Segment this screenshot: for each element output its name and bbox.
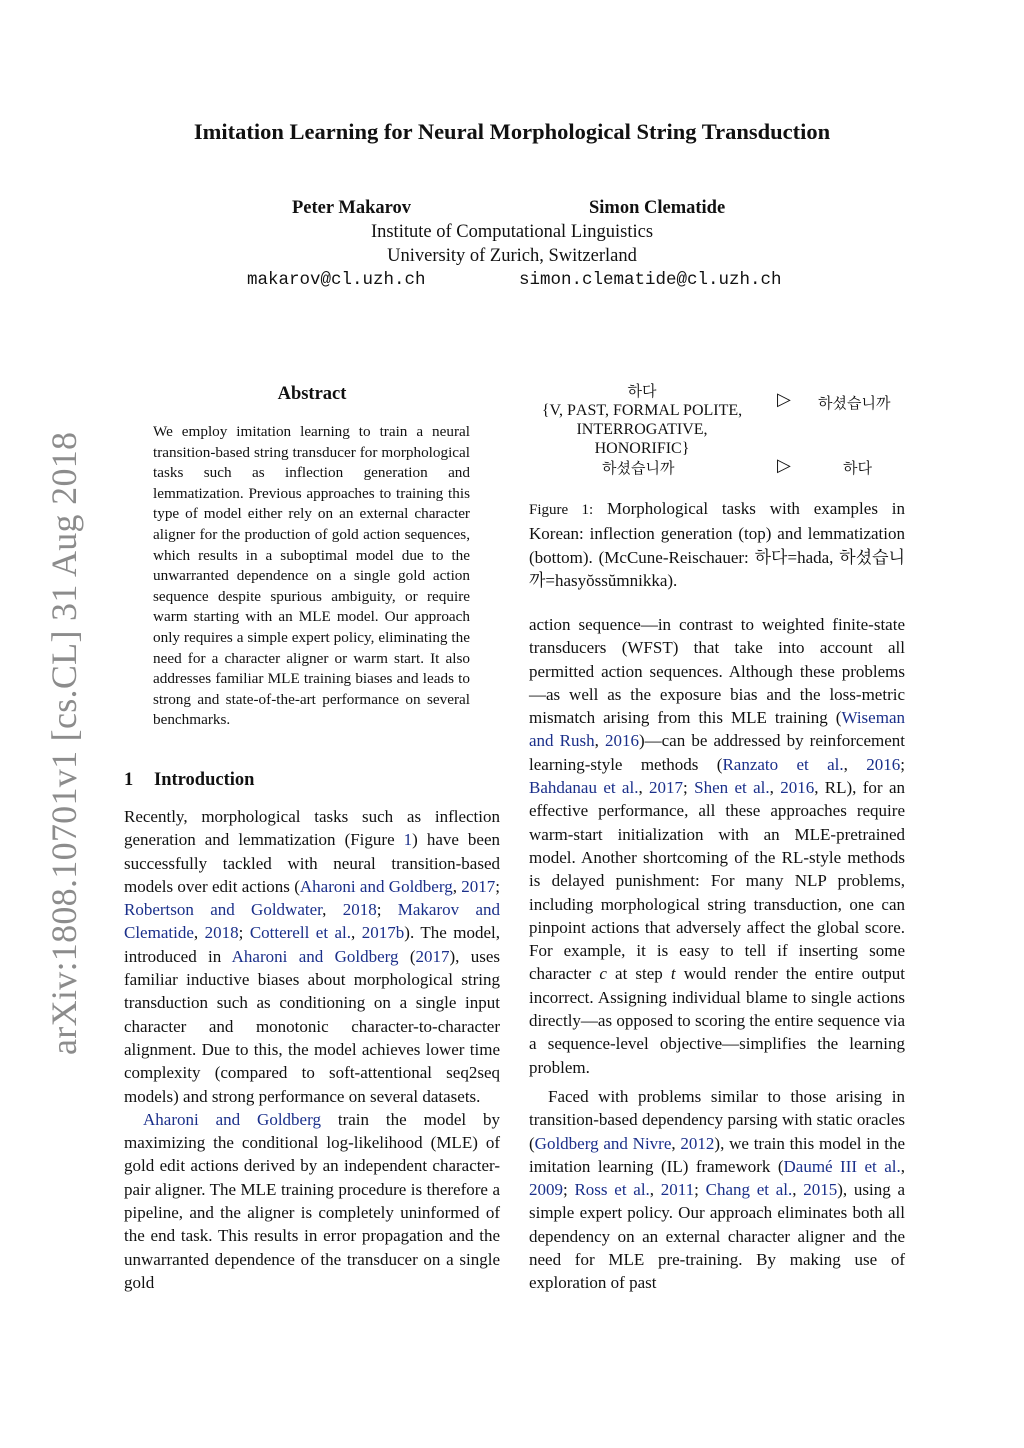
figure-row2-output: 하다 <box>843 459 872 477</box>
right-column-body <box>529 613 905 1295</box>
citation-year-link[interactable]: 2016 <box>866 754 901 774</box>
citation-link[interactable]: Ross et al. <box>574 1180 650 1200</box>
paragraph-intro-4: Faced with problems similar to those arising in transition-based dependency parsing with static oracles (Goldberg and Nivre, 2012), we train this model in the imitation learning (IL) framework (Daumé III et al., 2009; Ross et al., 2011; Chang et al., 2015), using a simple expert policy. Our approach eliminates both all dependency on an external character aligner and the need for MLE pre-training. By making use of exploration of past <box>529 1086 906 1293</box>
figure-caption-text: Morphological tasks with examples in Korean: inflection generation (top) and lemmatization (bottom). (McCune-Reischauer: 하다=hada, 하셨습니까=hasyŏssŭmnikka). <box>529 499 905 590</box>
figure-row1-output: 하셨습니까 <box>818 394 891 412</box>
section-number: 1 <box>124 770 134 790</box>
figure-row1-input <box>529 382 755 458</box>
abstract-text: We employ imitation learning to train a neural transition-based string transducer for morphological tasks such as inflection generation and lemmatization. Previous approaches to training this type of model either rely on an external character aligner for the production of gold action sequences, which results in a suboptimal model due to the unwarranted dependence on a single gold action sequence despite spurious ambiguity, or require warm starting with an MLE model. Our approach only requires a simple expert policy, eliminating the need for a character aligner or warm start. It also addresses familiar MLE training biases and leads to strong and state-of-the-art performance on several benchmarks. <box>153 423 470 729</box>
figure-row2-input: 하셨습니까 <box>602 459 675 477</box>
citation-year-link[interactable]: 2017b <box>361 923 405 943</box>
figure-features-line2: INTERROGATIVE, HONORIFIC} <box>576 421 708 457</box>
citation-link[interactable]: Wiseman and Rush <box>529 708 905 751</box>
author-name-2: Simon Clematide <box>589 198 726 218</box>
triangle-right-icon: ▷ <box>777 455 791 476</box>
citation-link[interactable]: Ranzato et al. <box>722 754 844 774</box>
figure-reference-link[interactable]: 1 <box>403 830 413 850</box>
citation-link[interactable]: Robertson and Goldwater <box>124 900 323 920</box>
left-column-body <box>124 805 500 1294</box>
citation-year-link[interactable]: 2017 <box>461 876 496 896</box>
citation-year-link[interactable]: 2015 <box>803 1180 838 1200</box>
citation-link[interactable]: Bahdanau et al. <box>529 778 639 798</box>
citation-year-link[interactable]: 2009 <box>529 1180 563 1200</box>
citation-link[interactable]: Shen et al. <box>694 778 770 798</box>
citation-link[interactable]: Chang et al. <box>705 1180 793 1200</box>
figure-caption <box>529 497 905 592</box>
abstract-heading: Abstract <box>277 384 347 404</box>
figure-input-word: 하다 <box>627 382 657 400</box>
triangle-right-icon: ▷ <box>777 389 791 410</box>
citation-link[interactable]: Aharoni and Goldberg <box>231 946 399 966</box>
figure-caption-label: Figure 1: <box>529 502 594 518</box>
arxiv-identifier: arXiv:1808.10701v1 [cs.CL] 31 Aug 2018 <box>44 431 84 1055</box>
paragraph-intro-2: Aharoni and Goldberg train the model by maximizing the conditional log-likelihood (MLE) of gold edit actions derived by an independent character-pair aligner. The MLE training procedure is therefore a pipeline, and the aligner is completely uninformed of the end task. This results in error propagation and the unwarranted dependence of the transducer on a single gold <box>124 1109 500 1292</box>
section-heading-introduction <box>124 768 254 792</box>
abstract-body <box>153 422 470 731</box>
paragraph-intro-1: Recently, morphological tasks such as inflection generation and lemmatization (Figure 1) have been successfully tackled with neural transition-based models over edit actions (Aharoni and Goldberg, 2017; Robertson and Goldwater, 2018; Makarov and Clematide, 2018; Cotterell et al., 2017b). The model, introduced in Aharoni and Goldberg (2017), uses familiar inductive biases about morphological string transduction such as conditioning on a single input character and monotonic character-to-character alignment. Due to this, the model achieves lower time complexity (compared to soft-attentional seq2seq models) and strong performance on several datasets. <box>124 807 501 1106</box>
citation-link[interactable]: Makarov and Clematide <box>124 900 500 943</box>
author-institute: Institute of Computational Linguistics <box>370 222 654 242</box>
citation-year-link[interactable]: 2018 <box>342 900 377 920</box>
section-title: Introduction <box>154 770 255 790</box>
citation-link[interactable]: Cotterell et al. <box>249 923 352 943</box>
paper-title: Imitation Learning for Neural Morphological String Transduction <box>193 119 831 144</box>
citation-year-link[interactable]: 2018 <box>204 923 239 943</box>
citation-year-link[interactable]: 2016 <box>604 731 639 751</box>
citation-link[interactable]: Daumé III et al. <box>783 1156 901 1176</box>
citation-link[interactable]: Aharoni and Goldberg <box>299 876 453 896</box>
citation-year-link[interactable]: 2012 <box>680 1133 715 1153</box>
math-variable-c: c <box>599 964 607 984</box>
author-university: University of Zurich, Switzerland <box>387 246 637 266</box>
citation-link[interactable]: Goldberg and Nivre <box>534 1133 672 1153</box>
author-email-1[interactable]: makarov@cl.uzh.ch <box>247 270 426 290</box>
author-name-1: Peter Makarov <box>292 198 412 218</box>
figure-features-line1: {V, PAST, FORMAL POLITE, <box>541 402 743 419</box>
citation-year-link[interactable]: 2016 <box>780 778 815 798</box>
citation-year-link[interactable]: 2017 <box>415 946 450 966</box>
citation-year-link[interactable]: 2017 <box>649 778 684 798</box>
citation-year-link[interactable]: 2011 <box>660 1180 695 1200</box>
citation-link[interactable]: Aharoni and Goldberg <box>143 1109 321 1129</box>
author-email-2[interactable]: simon.clematide@cl.uzh.ch <box>519 270 782 290</box>
math-variable-t: t <box>670 964 676 984</box>
paragraph-intro-3: action sequence—in contrast to weighted finite-state transducers (WFST) that take into account all permitted action sequences. Although these problems—as well as the exposure bias and the loss-metric mismatch arising from this MLE training (Wiseman and Rush, 2016)—can be addressed by reinforcement learning-style methods (Ranzato et al., 2016; Bahdanau et al., 2017; Shen et al., 2016, RL), for an effective performance, all these approaches require warm-start initialization with an MLE-pretrained model. Another shortcoming of the RL-style methods is delayed punishment: For many NLP problems, including morphological string transduction, one can pinpoint actions that adversely affect the global score. For example, it is easy to tell if inserting some character c at step t would render the entire output incorrect. Assigning individual blame to single actions directly—as opposed to scoring the entire sequence via a sequence-level objective—simplifies the learning problem. <box>529 615 906 1077</box>
